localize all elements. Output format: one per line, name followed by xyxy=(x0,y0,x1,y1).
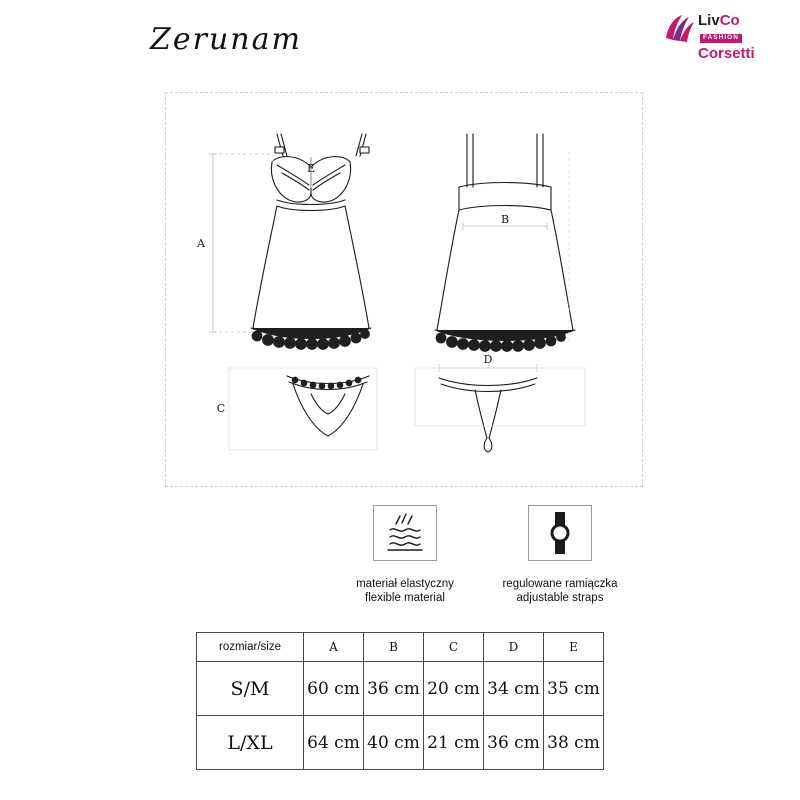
feature-caption-pl: regulowane ramiączka xyxy=(502,578,618,590)
brand-co: Co xyxy=(719,12,740,29)
dimension-label-c: C xyxy=(216,402,226,415)
dimension-label-e: E xyxy=(306,162,316,175)
size-cell-c: 21 cm xyxy=(423,716,483,770)
size-cell-c: 20 cm xyxy=(423,662,483,716)
size-table-header-row xyxy=(197,633,604,662)
feature-caption-en: adjustable straps xyxy=(516,592,604,605)
size-row-label: L/XL xyxy=(197,716,304,770)
size-cell-a: 60 cm xyxy=(303,662,363,716)
page-title: Zerunam xyxy=(150,22,302,57)
product-technical-drawing xyxy=(165,92,643,487)
dimension-label-b: B xyxy=(500,213,510,226)
brand-corsetti: Corsetti xyxy=(698,44,755,62)
size-cell-b: 36 cm xyxy=(363,662,423,716)
brand-logo xyxy=(662,10,782,62)
size-table-header-a: A xyxy=(303,633,363,662)
size-table xyxy=(196,632,604,770)
elastic-material-icon xyxy=(373,505,437,561)
feature-caption xyxy=(330,577,480,606)
feature-caption-pl: materiał elastyczny xyxy=(356,578,454,590)
feature-list xyxy=(330,505,640,615)
dimension-label-d: D xyxy=(483,353,493,366)
size-table-header-e: E xyxy=(543,633,603,662)
brand-fashion-tag: FASHION xyxy=(700,34,742,43)
feature-caption xyxy=(485,577,635,606)
size-cell-b: 40 cm xyxy=(363,716,423,770)
adjustable-straps-icon xyxy=(528,505,592,561)
back-view-drawing xyxy=(435,134,575,352)
size-cell-e: 38 cm xyxy=(543,716,603,770)
feature-adjustable-straps xyxy=(485,505,635,606)
thong-back-drawing xyxy=(439,378,537,452)
size-table-header-label: rozmiar/size xyxy=(197,633,304,662)
table-row xyxy=(197,662,604,716)
size-table-header-b: B xyxy=(363,633,423,662)
brand-liv: Liv xyxy=(698,12,720,29)
size-cell-e: 35 cm xyxy=(543,662,603,716)
brand-mark-icon xyxy=(662,12,696,46)
feature-elastic-material xyxy=(330,505,480,606)
thong-front-drawing xyxy=(287,376,369,436)
size-table-header-c: C xyxy=(423,633,483,662)
size-row-label: S/M xyxy=(197,662,304,716)
table-row xyxy=(197,716,604,770)
size-cell-d: 36 cm xyxy=(483,716,543,770)
brand-wordmark xyxy=(698,13,782,61)
feature-caption-en: flexible material xyxy=(365,592,445,605)
page-header xyxy=(0,0,800,80)
size-cell-a: 64 cm xyxy=(303,716,363,770)
brand-livco xyxy=(698,12,742,46)
dimension-label-a: A xyxy=(197,237,205,250)
size-table-header-d: D xyxy=(483,633,543,662)
size-cell-d: 34 cm xyxy=(483,662,543,716)
